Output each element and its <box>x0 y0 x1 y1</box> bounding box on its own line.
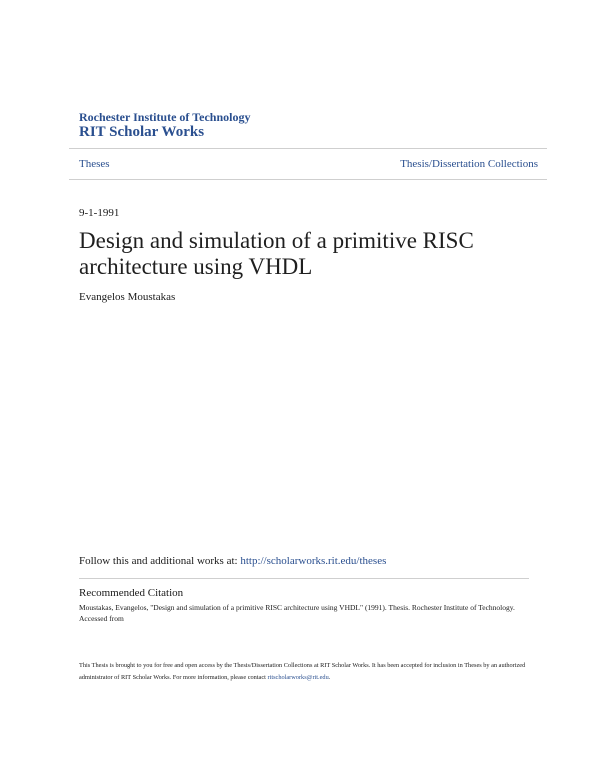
citation-heading: Recommended Citation <box>79 587 184 599</box>
notice-text: This Thesis is brought to you for free and open access by the Thesis/Dissertation Collections at RIT Scholar Works. It has been accepted for inclusion in Theses by an authorized administrator of RIT Scholar Works. For more information, please contact <box>79 662 526 681</box>
follow-line <box>79 555 386 567</box>
theses-link[interactable]: Theses <box>79 158 110 170</box>
document-title: Design and simulation of a primitive RISC architecture using VHDL <box>79 228 474 279</box>
header-divider-top <box>69 148 547 149</box>
follow-text: Follow this and additional works at: <box>79 555 241 567</box>
contact-email-link[interactable]: ritscholarworks@rit.edu <box>267 673 329 681</box>
citation-body: Moustakas, Evangelos, "Design and simulation of a primitive RISC architecture using VHDL" (1991). Thesis. Rochester Institute of Technology. Accessed from <box>79 603 515 623</box>
access-notice <box>79 660 529 683</box>
institution-name[interactable]: Rochester Institute of Technology <box>79 110 251 124</box>
notice-end: . <box>328 673 331 681</box>
author-name: Evangelos Moustakas <box>79 291 176 303</box>
header-divider-bottom <box>69 179 547 180</box>
follow-link[interactable]: http://scholarworks.rit.edu/theses <box>240 555 387 567</box>
repository-name[interactable]: RIT Scholar Works <box>79 124 205 140</box>
collections-link[interactable]: Thesis/Dissertation Collections <box>400 158 538 170</box>
citation-divider <box>79 578 529 579</box>
publication-date: 9-1-1991 <box>79 207 120 219</box>
